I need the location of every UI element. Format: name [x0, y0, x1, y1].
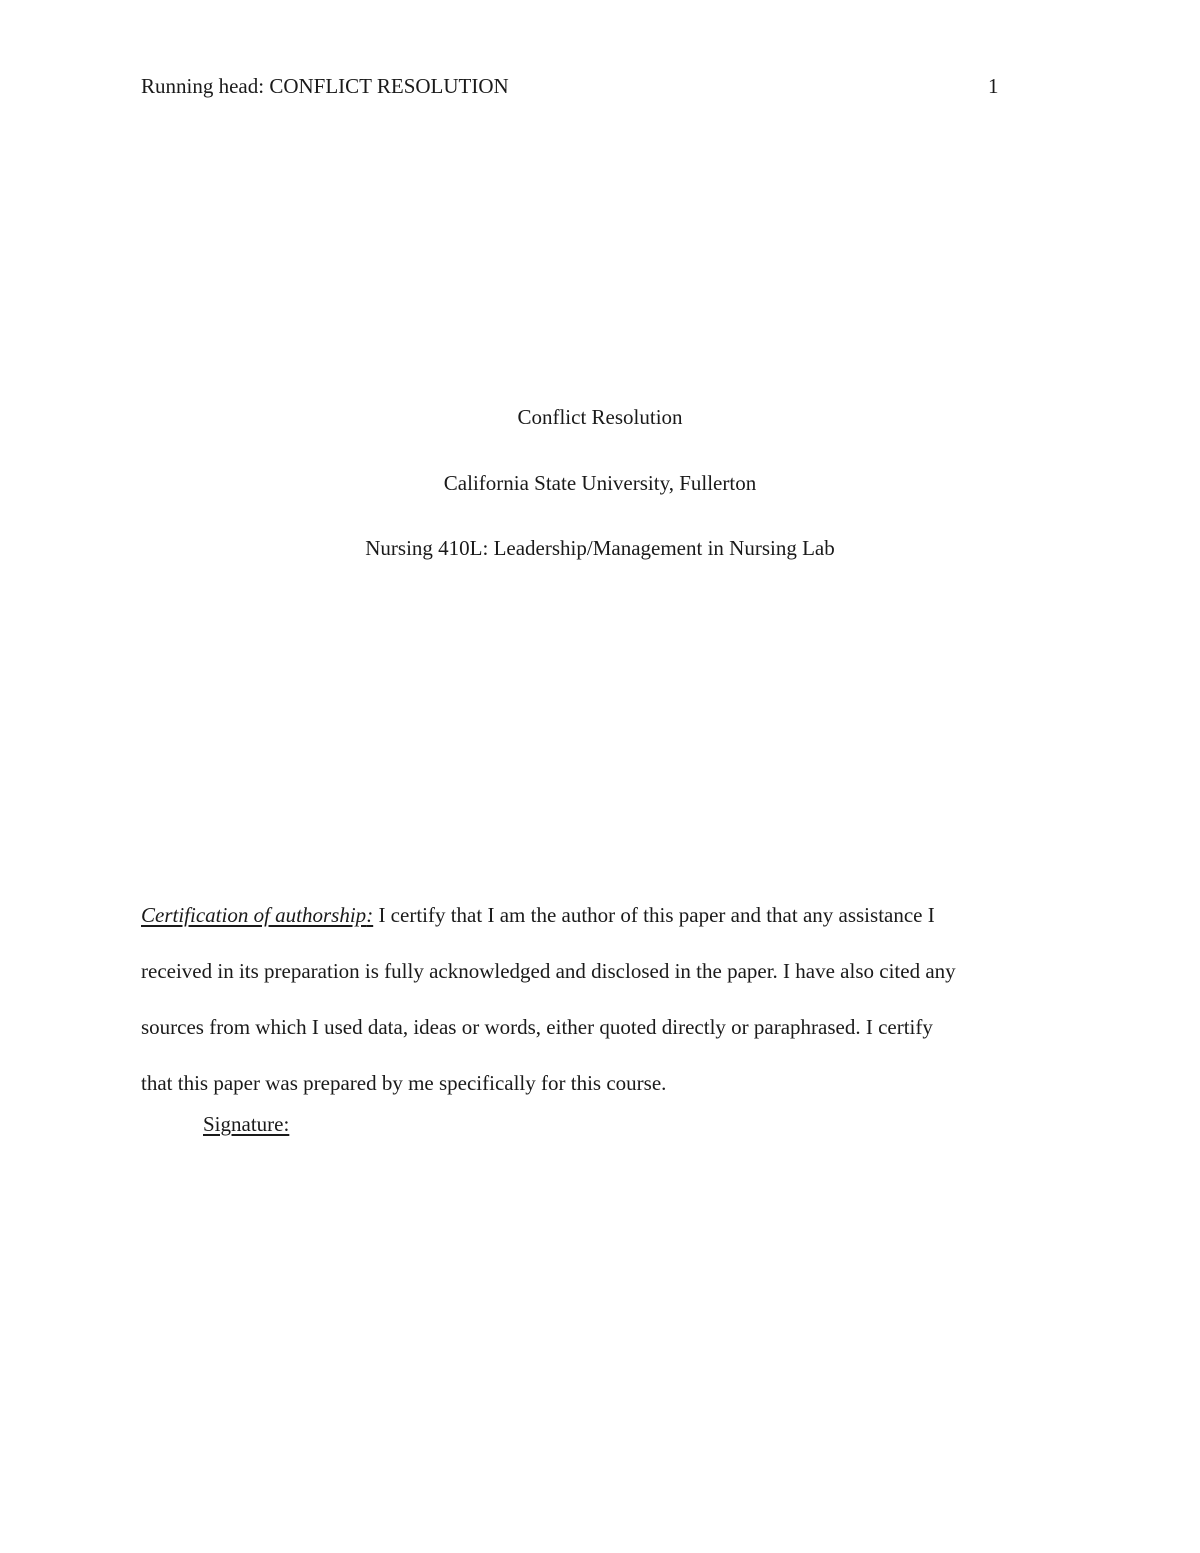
course-name: Nursing 410L: Leadership/Management in Nursing Lab — [365, 536, 835, 560]
certification-line: received in its preparation is fully acknowledged and disclosed in the paper. I have also cited any — [141, 959, 956, 983]
certification-label-colon: : — [366, 903, 374, 927]
signature-label: Signature: — [203, 1112, 290, 1136]
page-number: 1 — [988, 74, 999, 98]
certification-paragraph — [141, 887, 1066, 1111]
paper-title: Conflict Resolution — [517, 405, 683, 429]
certification-label — [141, 903, 373, 927]
certification-line — [141, 887, 1066, 943]
certification-text: I certify that I am the author of this paper and that any assistance I — [373, 903, 935, 927]
institution-name: California State University, Fullerton — [443, 471, 757, 495]
certification-label-text: Certification of authorship — [141, 903, 367, 927]
certification-line: sources from which I used data, ideas or words, either quoted directly or paraphrased. I certify — [141, 1015, 933, 1039]
certification-line: that this paper was prepared by me specifically for this course. — [141, 1071, 667, 1095]
running-head: Running head: CONFLICT RESOLUTION — [141, 74, 509, 98]
